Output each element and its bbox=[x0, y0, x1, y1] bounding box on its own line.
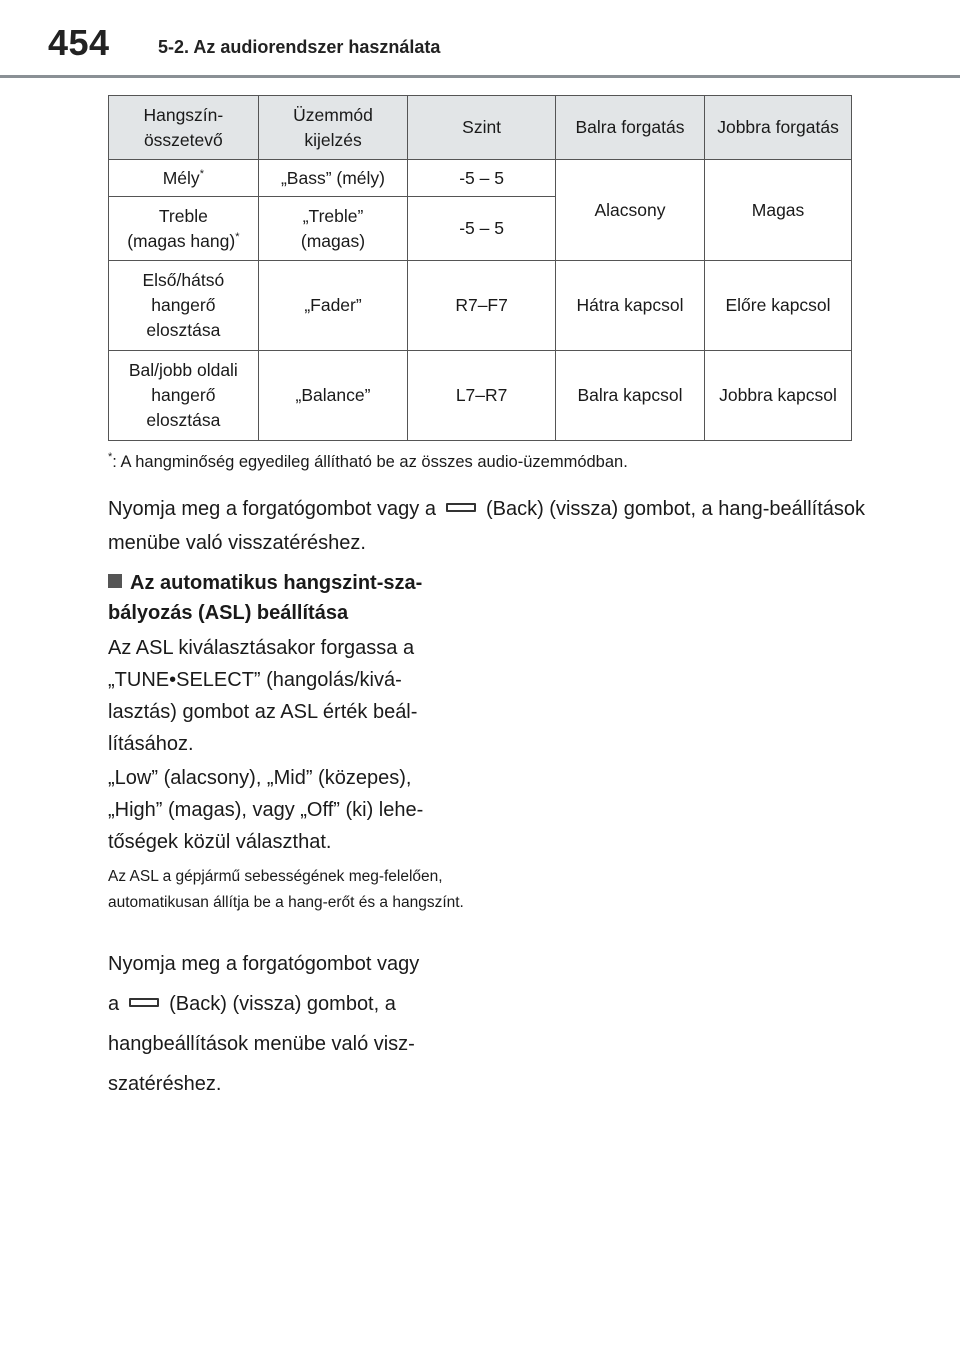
page-header bbox=[0, 0, 960, 80]
footnote-text: : A hangminőség egyedileg állítható be az összes audio-üzemmódban. bbox=[112, 453, 628, 471]
asl-options: „Low” (alacsony), „Mid” (közepes), „High” (magas), vagy „Off” (ki) lehe-tőségek közül választhat. bbox=[108, 767, 424, 853]
footnote-mark: * bbox=[108, 451, 113, 463]
cell-display: „Bass” (mély) bbox=[258, 160, 408, 197]
intro-paragraph: Nyomja meg a forgatógombot vagy a (Back) (vissza) gombot, a hang-beállítások menübe való visszatéréshez. bbox=[108, 498, 866, 554]
table-footnote bbox=[108, 453, 628, 472]
table-row bbox=[109, 160, 852, 197]
cell-component: Bal/jobb oldali hangerő elosztása bbox=[109, 351, 259, 441]
table-header-row bbox=[109, 96, 852, 160]
table-row bbox=[109, 351, 852, 441]
section-title: 5-2. Az audiorendszer használata bbox=[158, 37, 441, 57]
back-button-icon bbox=[129, 998, 159, 1007]
cell-turn-left: Balra kapcsol bbox=[555, 351, 704, 441]
column-header-component: Hangszín- összetevő bbox=[109, 96, 259, 160]
cell-component: Mély* bbox=[109, 160, 259, 197]
asl-instruction: Az ASL kiválasztásakor forgassa a „TUNE•SELECT” (hangolás/kivá-lasztás) gombot az ASL érték beál-lításához. bbox=[108, 637, 418, 755]
asl-heading-text: Az automatikus hangszint-sza-bályozás (ASL) beállítása bbox=[108, 572, 423, 624]
back-button-icon bbox=[446, 503, 476, 512]
column-header-level: Szint bbox=[408, 96, 556, 160]
sound-settings-table bbox=[108, 95, 852, 441]
square-bullet-icon bbox=[108, 574, 122, 588]
column-header-turn-left: Balra forgatás bbox=[555, 96, 704, 160]
cell-turn-left: Alacsony bbox=[555, 160, 704, 261]
cell-display: „Balance” bbox=[258, 351, 408, 441]
header-divider bbox=[0, 75, 960, 78]
cell-component: Első/hátsó hangerő elosztása bbox=[109, 261, 259, 351]
column-header-turn-right: Jobbra forgatás bbox=[705, 96, 852, 160]
cell-level: -5 – 5 bbox=[408, 197, 556, 261]
cell-component: Treble (magas hang)* bbox=[109, 197, 259, 261]
cell-level: -5 – 5 bbox=[408, 160, 556, 197]
cell-level: L7–R7 bbox=[408, 351, 556, 441]
cell-turn-right: Magas bbox=[705, 160, 852, 261]
table-row bbox=[109, 261, 852, 351]
asl-section-heading bbox=[108, 568, 478, 628]
return-instruction: Nyomja meg a forgatógombot vagy a (Back) (vissza) gombot, a hangbeállítások menübe való visz-szatéréshez. bbox=[108, 953, 420, 1095]
column-header-display: Üzemmód kijelzés bbox=[258, 96, 408, 160]
cell-turn-right: Jobbra kapcsol bbox=[705, 351, 852, 441]
cell-turn-right: Előre kapcsol bbox=[705, 261, 852, 351]
asl-note: Az ASL a gépjármű sebességének meg-felelően, automatikusan állítja be a hang-erőt és a hangszínt. bbox=[108, 868, 464, 911]
cell-display: „Fader” bbox=[258, 261, 408, 351]
cell-display: „Treble” (magas) bbox=[258, 197, 408, 261]
cell-level: R7–F7 bbox=[408, 261, 556, 351]
cell-turn-left: Hátra kapcsol bbox=[555, 261, 704, 351]
page-number: 454 bbox=[48, 22, 110, 63]
